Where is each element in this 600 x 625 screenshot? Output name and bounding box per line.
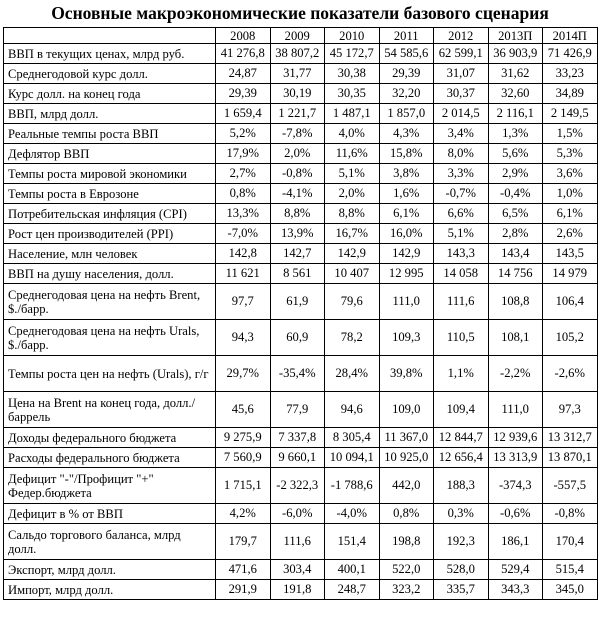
row-label: Среднегодовая цена на нефть Brent, $./барр. — [4, 284, 216, 320]
value-cell: 1 659,4 — [216, 104, 271, 124]
value-cell: 109,0 — [379, 392, 434, 428]
header-row — [4, 28, 598, 44]
value-cell: -2,2% — [488, 356, 543, 392]
value-cell: 442,0 — [379, 468, 434, 504]
value-cell: -7,0% — [216, 224, 271, 244]
value-cell: 94,3 — [216, 320, 271, 356]
value-cell: 111,0 — [488, 392, 543, 428]
value-cell: 7 337,8 — [270, 428, 325, 448]
table-body — [4, 44, 598, 600]
value-cell: 108,8 — [488, 284, 543, 320]
value-cell: 2,9% — [488, 164, 543, 184]
value-cell: 4,0% — [325, 124, 380, 144]
value-cell: 198,8 — [379, 524, 434, 560]
value-cell: 143,4 — [488, 244, 543, 264]
header-year-2008: 2008 — [216, 28, 271, 44]
header-year-2010: 2010 — [325, 28, 380, 44]
table-row — [4, 468, 598, 504]
value-cell: 13,9% — [270, 224, 325, 244]
value-cell: 3,8% — [379, 164, 434, 184]
value-cell: -0,8% — [543, 504, 598, 524]
table-row — [4, 244, 598, 264]
value-cell: 1,0% — [543, 184, 598, 204]
value-cell: 142,9 — [325, 244, 380, 264]
value-cell: 151,4 — [325, 524, 380, 560]
macro-indicators-table — [3, 27, 598, 600]
value-cell: 16,7% — [325, 224, 380, 244]
value-cell: 13 313,9 — [488, 448, 543, 468]
value-cell: 142,8 — [216, 244, 271, 264]
value-cell: 62 599,1 — [434, 44, 489, 64]
row-label: Импорт, млрд долл. — [4, 580, 216, 600]
value-cell: 191,8 — [270, 580, 325, 600]
table-row — [4, 284, 598, 320]
value-cell: 5,1% — [325, 164, 380, 184]
header-year-2012: 2012 — [434, 28, 489, 44]
row-label: ВВП в текущих ценах, млрд руб. — [4, 44, 216, 64]
value-cell: -374,3 — [488, 468, 543, 504]
value-cell: 30,37 — [434, 84, 489, 104]
value-cell: 61,9 — [270, 284, 325, 320]
row-label: Дефлятор ВВП — [4, 144, 216, 164]
value-cell: 1,1% — [434, 356, 489, 392]
value-cell: 143,3 — [434, 244, 489, 264]
value-cell: 54 585,6 — [379, 44, 434, 64]
value-cell: 13,3% — [216, 204, 271, 224]
value-cell: 4,3% — [379, 124, 434, 144]
value-cell: 108,1 — [488, 320, 543, 356]
row-label: Курс долл. на конец года — [4, 84, 216, 104]
value-cell: 29,39 — [379, 64, 434, 84]
table-row — [4, 144, 598, 164]
table-row — [4, 560, 598, 580]
value-cell: 2 149,5 — [543, 104, 598, 124]
table-row — [4, 356, 598, 392]
value-cell: 60,9 — [270, 320, 325, 356]
value-cell: 2,7% — [216, 164, 271, 184]
value-cell: 32,60 — [488, 84, 543, 104]
row-label: Среднегодовая цена на нефть Urals, $./барр. — [4, 320, 216, 356]
value-cell: 33,23 — [543, 64, 598, 84]
value-cell: 6,5% — [488, 204, 543, 224]
table-row — [4, 104, 598, 124]
value-cell: 31,07 — [434, 64, 489, 84]
row-label: Темпы роста цен на нефть (Urals), г/г — [4, 356, 216, 392]
value-cell: 4,2% — [216, 504, 271, 524]
value-cell: 0,3% — [434, 504, 489, 524]
value-cell: 97,3 — [543, 392, 598, 428]
table-row — [4, 428, 598, 448]
value-cell: 11,6% — [325, 144, 380, 164]
value-cell: 13 870,1 — [543, 448, 598, 468]
value-cell: 8 561 — [270, 264, 325, 284]
header-corner-cell — [4, 28, 216, 44]
value-cell: 1 715,1 — [216, 468, 271, 504]
value-cell: 45 172,7 — [325, 44, 380, 64]
value-cell: 1 487,1 — [325, 104, 380, 124]
value-cell: 515,4 — [543, 560, 598, 580]
value-cell: 5,1% — [434, 224, 489, 244]
table-row — [4, 64, 598, 84]
row-label: Доходы федерального бюджета — [4, 428, 216, 448]
value-cell: 10 407 — [325, 264, 380, 284]
value-cell: -0,4% — [488, 184, 543, 204]
value-cell: -35,4% — [270, 356, 325, 392]
value-cell: 79,6 — [325, 284, 380, 320]
value-cell: 6,1% — [543, 204, 598, 224]
value-cell: 9 660,1 — [270, 448, 325, 468]
value-cell: 38 807,2 — [270, 44, 325, 64]
row-label: ВВП, млрд долл. — [4, 104, 216, 124]
row-label: Расходы федерального бюджета — [4, 448, 216, 468]
value-cell: 248,7 — [325, 580, 380, 600]
value-cell: 7 560,9 — [216, 448, 271, 468]
value-cell: 15,8% — [379, 144, 434, 164]
row-label: Цена на Brent на конец года, долл./баррель — [4, 392, 216, 428]
value-cell: 34,89 — [543, 84, 598, 104]
value-cell: 6,6% — [434, 204, 489, 224]
value-cell: 303,4 — [270, 560, 325, 580]
value-cell: 14 756 — [488, 264, 543, 284]
value-cell: 1 857,0 — [379, 104, 434, 124]
value-cell: 343,3 — [488, 580, 543, 600]
value-cell: 2,0% — [325, 184, 380, 204]
value-cell: 106,4 — [543, 284, 598, 320]
value-cell: 142,7 — [270, 244, 325, 264]
value-cell: 9 275,9 — [216, 428, 271, 448]
value-cell: 71 426,9 — [543, 44, 598, 64]
value-cell: 3,4% — [434, 124, 489, 144]
table-row — [4, 164, 598, 184]
row-label: Экспорт, млрд долл. — [4, 560, 216, 580]
value-cell: -2,6% — [543, 356, 598, 392]
value-cell: 188,3 — [434, 468, 489, 504]
value-cell: 2,0% — [270, 144, 325, 164]
value-cell: -0,7% — [434, 184, 489, 204]
value-cell: 2,8% — [488, 224, 543, 244]
header-year-2014p: 2014П — [543, 28, 598, 44]
header-year-2011: 2011 — [379, 28, 434, 44]
table-row — [4, 264, 598, 284]
value-cell: -0,8% — [270, 164, 325, 184]
value-cell: 0,8% — [216, 184, 271, 204]
value-cell: 97,7 — [216, 284, 271, 320]
value-cell: 105,2 — [543, 320, 598, 356]
value-cell: 192,3 — [434, 524, 489, 560]
value-cell: 6,1% — [379, 204, 434, 224]
value-cell: 31,62 — [488, 64, 543, 84]
value-cell: 16,0% — [379, 224, 434, 244]
value-cell: 109,4 — [434, 392, 489, 428]
value-cell: 2 116,1 — [488, 104, 543, 124]
row-label: Реальные темпы роста ВВП — [4, 124, 216, 144]
value-cell: 143,5 — [543, 244, 598, 264]
table-row — [4, 580, 598, 600]
table-row — [4, 124, 598, 144]
value-cell: 471,6 — [216, 560, 271, 580]
value-cell: 24,87 — [216, 64, 271, 84]
value-cell: 30,38 — [325, 64, 380, 84]
value-cell: 12 844,7 — [434, 428, 489, 448]
value-cell: 14 058 — [434, 264, 489, 284]
value-cell: 14 979 — [543, 264, 598, 284]
value-cell: 31,77 — [270, 64, 325, 84]
row-label: Дефицит в % от ВВП — [4, 504, 216, 524]
value-cell: 111,6 — [270, 524, 325, 560]
value-cell: 345,0 — [543, 580, 598, 600]
value-cell: 3,3% — [434, 164, 489, 184]
value-cell: 1,3% — [488, 124, 543, 144]
value-cell: 109,3 — [379, 320, 434, 356]
value-cell: 142,9 — [379, 244, 434, 264]
value-cell: 5,2% — [216, 124, 271, 144]
row-label: ВВП на душу населения, долл. — [4, 264, 216, 284]
value-cell: 94,6 — [325, 392, 380, 428]
value-cell: 29,39 — [216, 84, 271, 104]
table-row — [4, 320, 598, 356]
row-label: Сальдо торгового баланса, млрд долл. — [4, 524, 216, 560]
value-cell: 0,8% — [379, 504, 434, 524]
row-label: Рост цен производителей (PPI) — [4, 224, 216, 244]
value-cell: 45,6 — [216, 392, 271, 428]
value-cell: -2 322,3 — [270, 468, 325, 504]
value-cell: 77,9 — [270, 392, 325, 428]
value-cell: 1,5% — [543, 124, 598, 144]
value-cell: 36 903,9 — [488, 44, 543, 64]
value-cell: 5,6% — [488, 144, 543, 164]
table-row — [4, 184, 598, 204]
value-cell: 5,3% — [543, 144, 598, 164]
value-cell: 111,0 — [379, 284, 434, 320]
value-cell: 11 621 — [216, 264, 271, 284]
table-row — [4, 392, 598, 428]
value-cell: 170,4 — [543, 524, 598, 560]
table-row — [4, 448, 598, 468]
value-cell: 179,7 — [216, 524, 271, 560]
value-cell: -6,0% — [270, 504, 325, 524]
value-cell: 17,9% — [216, 144, 271, 164]
value-cell: 522,0 — [379, 560, 434, 580]
value-cell: 39,8% — [379, 356, 434, 392]
value-cell: -4,0% — [325, 504, 380, 524]
value-cell: 12 995 — [379, 264, 434, 284]
value-cell: 8,8% — [325, 204, 380, 224]
value-cell: -7,8% — [270, 124, 325, 144]
value-cell: 1,6% — [379, 184, 434, 204]
table-row — [4, 84, 598, 104]
value-cell: 29,7% — [216, 356, 271, 392]
value-cell: 323,2 — [379, 580, 434, 600]
value-cell: 3,6% — [543, 164, 598, 184]
row-label: Темпы роста мировой экономики — [4, 164, 216, 184]
value-cell: 529,4 — [488, 560, 543, 580]
table-row — [4, 204, 598, 224]
value-cell: 335,7 — [434, 580, 489, 600]
value-cell: 10 094,1 — [325, 448, 380, 468]
value-cell: 28,4% — [325, 356, 380, 392]
value-cell: 2 014,5 — [434, 104, 489, 124]
value-cell: -1 788,6 — [325, 468, 380, 504]
value-cell: 110,5 — [434, 320, 489, 356]
value-cell: -0,6% — [488, 504, 543, 524]
value-cell: 8 305,4 — [325, 428, 380, 448]
table-row — [4, 44, 598, 64]
value-cell: 13 312,7 — [543, 428, 598, 448]
value-cell: 12 939,6 — [488, 428, 543, 448]
table-row — [4, 504, 598, 524]
value-cell: 41 276,8 — [216, 44, 271, 64]
row-label: Население, млн человек — [4, 244, 216, 264]
value-cell: 2,6% — [543, 224, 598, 244]
value-cell: 1 221,7 — [270, 104, 325, 124]
page-title: Основные макроэкономические показатели базового сценария — [51, 3, 549, 23]
row-label: Дефицит "-"/Профицит "+" Федер.бюджета — [4, 468, 216, 504]
row-label: Среднегодовой курс долл. — [4, 64, 216, 84]
value-cell: 10 925,0 — [379, 448, 434, 468]
value-cell: -4,1% — [270, 184, 325, 204]
value-cell: 186,1 — [488, 524, 543, 560]
value-cell: 400,1 — [325, 560, 380, 580]
value-cell: -557,5 — [543, 468, 598, 504]
value-cell: 291,9 — [216, 580, 271, 600]
row-label: Потребительская инфляция (CPI) — [4, 204, 216, 224]
header-year-2013p: 2013П — [488, 28, 543, 44]
value-cell: 111,6 — [434, 284, 489, 320]
table-row — [4, 524, 598, 560]
value-cell: 78,2 — [325, 320, 380, 356]
row-label: Темпы роста в Еврозоне — [4, 184, 216, 204]
value-cell: 528,0 — [434, 560, 489, 580]
table-row — [4, 224, 598, 244]
value-cell: 12 656,4 — [434, 448, 489, 468]
value-cell: 8,8% — [270, 204, 325, 224]
value-cell: 11 367,0 — [379, 428, 434, 448]
value-cell: 30,35 — [325, 84, 380, 104]
value-cell: 30,19 — [270, 84, 325, 104]
value-cell: 8,0% — [434, 144, 489, 164]
header-year-2009: 2009 — [270, 28, 325, 44]
value-cell: 32,20 — [379, 84, 434, 104]
